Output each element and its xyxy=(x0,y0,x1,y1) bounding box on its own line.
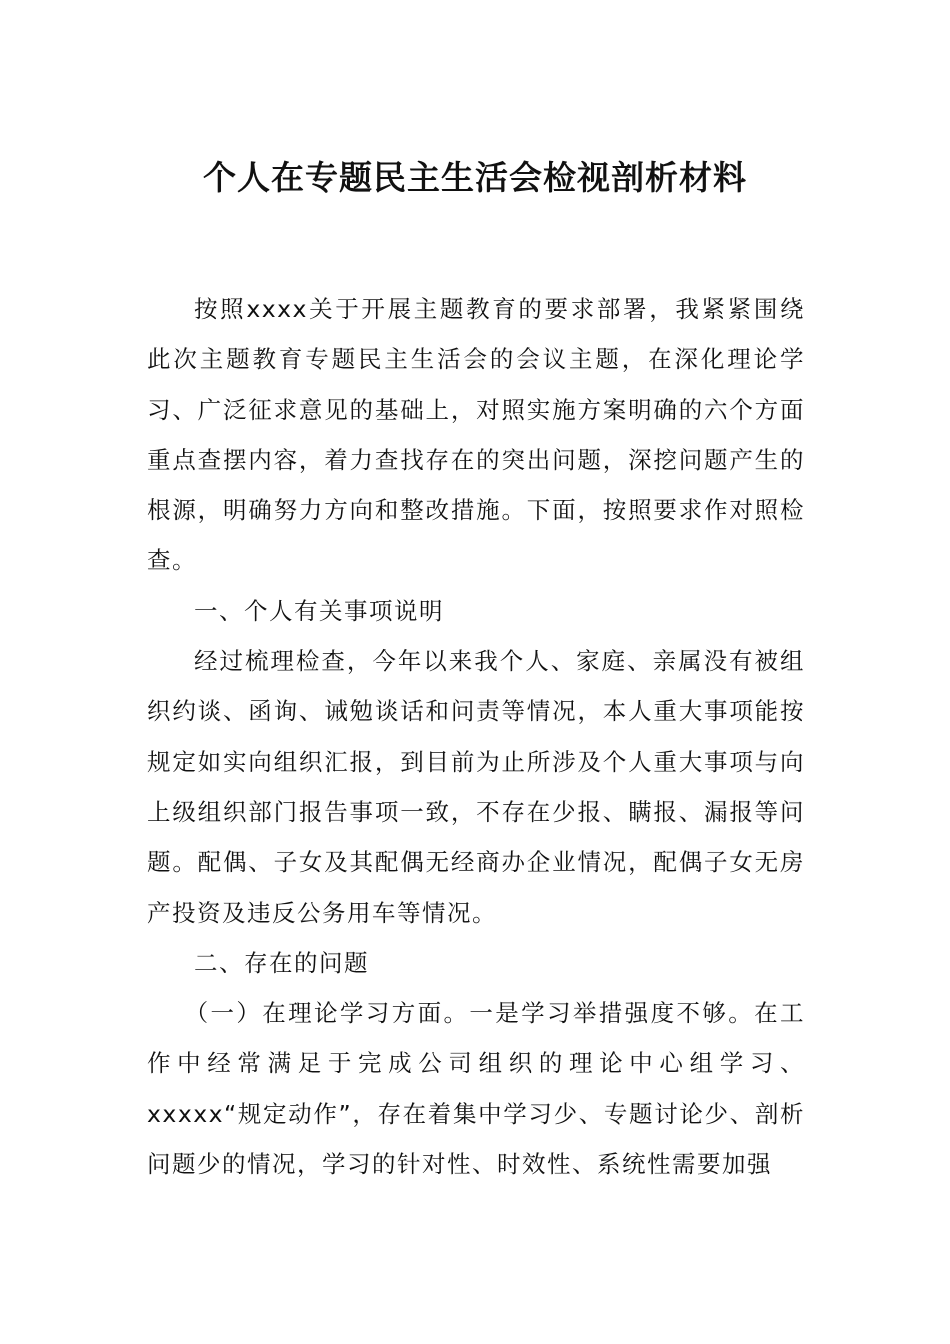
intro-paragraph: 按照xxxx关于开展主题教育的要求部署，我紧紧围绕此次主题教育专题民主生活会的会议主题，在深化理论学习、广泛征求意见的基础上，对照实施方案明确的六个方面重点查摆内容，着力查找存在的突出问题，深挖问题产生的根源，明确努力方向和整改措施。下面，按照要求作对照检查。 xyxy=(147,295,805,575)
document-title: 个人在专题民主生活会检视剖析材料 xyxy=(203,158,747,197)
section-2-paragraph: （一）在理论学习方面。一是学习举措强度不够。在工作中经常满足于完成公司组织的理论中心组学习、xxxxx“规定动作”，存在着集中学习少、专题讨论少、剖析问题少的情况，学习的针对性、时效性、系统性需要加强 xyxy=(147,999,805,1179)
section-heading-1: 一、个人有关事项说明 xyxy=(194,596,444,625)
section-1-paragraph: 经过梳理检查，今年以来我个人、家庭、亲属没有被组织约谈、函询、诫勉谈话和问责等情况，本人重大事项能按规定如实向组织汇报，到目前为止所涉及个人重大事项与向上级组织部门报告事项一致，不存在少报、瞒报、漏报等问题。配偶、子女及其配偶无经商办企业情况，配偶子女无房产投资及违反公务用车等情况。 xyxy=(147,647,805,927)
document-body xyxy=(147,284,805,1189)
section-heading-2: 二、存在的问题 xyxy=(194,948,369,977)
